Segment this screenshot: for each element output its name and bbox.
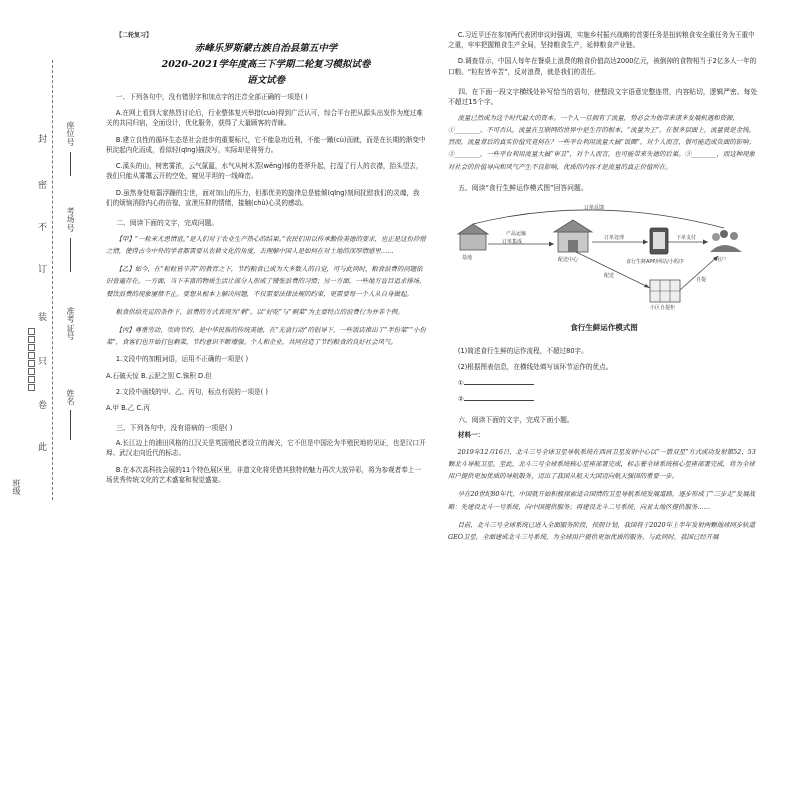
question-3-option-a: A.长江边上的浦田风格的江汉关是英国殖民者设立的海关，它不但是中国沦为半殖民地的见证，也是汉口开埠、武汉走向近代的标志。 (106, 439, 426, 458)
question-2-1: 1.文段中的加粗词语，运用不正确的一项是( ) (115, 355, 249, 364)
flow-arrows (473, 210, 727, 290)
question-2-1-options: A.石破天惊 B.云泥之别 C.铢积 D.但 (106, 371, 212, 380)
school-name: 赤峰乐罗斯蒙古族自治县第五中学 (194, 43, 338, 54)
answer-blank-2[interactable]: ② (448, 394, 760, 404)
seat-number-field[interactable] (70, 152, 71, 176)
review-tag: 【二轮复习】 (116, 32, 153, 39)
seat-number-label: 座位号 (66, 121, 75, 147)
question-3-option-d: D.调查显示，中国人每年在餐桌上浪费的粮食价值高达2000亿元，被倒掉的食物相当于2亿多人一年的口粮。“粒粒皆辛苦”，反对浪费，就是我们的责任。 (448, 57, 757, 76)
passage-paragraph: 【乙】如今，在“粒粒皆辛苦”的教育之下，节约粮食已成为大多数人的自觉，可与此同时，粮食浪费的问题依旧普遍存在。一方面，当下丰富的物质生活让部分人形成了铺张浪费的习惯；另一方面，一些地方盲目追求排场，餐饮浪费的现象屡禁不止。要想从根本上解决问题，不仅需要法律法规的约束，更需要每一个人从自身做起。 (106, 265, 426, 298)
exam-room-field[interactable] (70, 238, 71, 272)
users-icon (710, 230, 742, 252)
material-heading: 材料一： (457, 430, 485, 439)
order-integration-label: 订单集成 (502, 238, 523, 245)
question-1-option-d: D.虽然身处喧嚣浮躁的尘世，面对加山的压力，但那优美的旋律总是能倾(qīng)刻间抚慰我们的灵魂，我们的烦恼消除内心的彷徨，宣泄压抑的情绪，接触(chù)心灵的感动。 (106, 188, 420, 207)
seal-dashed-line (52, 60, 53, 500)
material-paragraph: 目前，北斗三号全球系统已进入全面服务阶段，按照计划，我国将于2020年上半年发射两颗地球同步轨道GEO卫星，全面建成北斗三号系统，为全球用户提供更加优质的服务。与此同时，我国已经开展 (448, 520, 756, 541)
delivery-label: 配送 (604, 272, 615, 279)
exam-room-label: 考场号 (66, 207, 75, 233)
payment-label: 下单支付 (676, 234, 697, 241)
locker-label: 小区自提柜 (650, 304, 676, 311)
question-3-option-b: B.在本次高科技会展的11个特色展区里，非遗文化将凭借其独特的魅力再次大放异彩，将为参观者奉上一场优秀传统文化的艺术盛宴和视觉盛宴。 (106, 465, 422, 484)
seal-char: 封 (38, 135, 48, 145)
pickup-label: 自提 (696, 276, 707, 283)
question-5-1: (1)简述食行生鲜的运作流程，不超过80字。 (457, 346, 588, 355)
seal-char: 只 (38, 357, 48, 367)
operation-model-diagram (454, 200, 754, 340)
passage-paragraph: 【甲】“一粒米尤思情谊。”是人们对于农业生产热心的结果。”农民们用以传承勤俭美德的要求，也正是这份珍惜之情，使得古今中外的学者都需要从农耕文化的角度，去理解中国人是如何在对土地的深厚情感里…… (106, 234, 426, 256)
blank-line[interactable] (464, 379, 534, 385)
question-1-option-c: C.溪头的山，树密雾浓，云气氤氲，水气从树木蒸(wěng)郁的苍莽升起，打湿了行人的衣襟，抬头望去，我们只能从雾霭云开的空处，窥见平坦的一线峰峦。 (106, 162, 423, 181)
seal-char: 卷 (38, 401, 48, 411)
blank-line[interactable] (464, 395, 534, 401)
warehouse-icon (554, 220, 592, 252)
app-label: 食行生鲜APP/网站/小程序 (626, 258, 684, 265)
app-phone-icon (650, 228, 668, 254)
name-label: 姓名 (66, 389, 75, 407)
subject-title: 语文试卷 (246, 75, 285, 86)
question-1-stem: 一、下列各句中，没有错别字和加点字的注音全部正确的一项是( ) (115, 93, 308, 101)
farm-label: 基地 (462, 254, 473, 261)
question-5-2: (2)根据图表信息，在横线处填写该环节运作的优点。 (457, 362, 613, 371)
center-label: 配送中心 (558, 256, 579, 263)
seal-char: 不 (38, 223, 48, 233)
seal-char: 装 (38, 313, 48, 323)
ticket-number-boxes[interactable] (28, 328, 36, 392)
passage-paragraph: 粮食供给充足的条件下，浪费的方式表现为“剩”。以“好吃”与“剩菜”为主要特点的浪费行为并非个例。 (115, 307, 404, 316)
users-label: 用户 (716, 256, 727, 263)
order-processing-label: 订单处理 (604, 234, 625, 241)
seal-char: 订 (38, 265, 48, 275)
name-field[interactable] (70, 410, 71, 440)
right-column (448, 30, 760, 790)
question-1-option-a: A.在网上看到大家热烈讨论后，行业整体复兴举措(cuò)得到广泛认可，综合平台把从源头出发作为度过难关的共同归宿，全面设计，优化服务，获得了大量顾客的青睐。 (106, 109, 423, 128)
material-paragraph: 2019年12月16日，北斗三号全球卫星导航系统在西昌卫星发射中心以“一箭双星”方式成功发射第52、53颗北斗导航卫星。至此，北斗三号全球系统核心星座部署完成，标志着全球系统核心星座部署完成，将为全球用户提供更加优质的导航服务，迈出了我国从航天大国迈向航天强国的重要一步。 (448, 447, 756, 481)
diagram-graphic (454, 200, 754, 320)
passage-paragraph: 【丙】尊重劳动，崇尚节约，是中华民族的传统美德，在“光盘行动”的倡导下，一些饭店推出了“半份菜”“小份菜”，食客们也开始打包剩菜，节约意识不断增强。个人和企业，共同营造了节约粮食的良好社会风气。 (106, 326, 426, 347)
answer-blank-1[interactable]: ① (448, 378, 760, 388)
question-2-2: 2.文段中画线的甲、乙、丙句，标点有误的一项是( ) (115, 387, 268, 396)
section-2-heading: 二、阅读下面的文字，完成问题。 (116, 218, 219, 227)
question-3-option-c: C.习近平还在参加两代表团审议时强调，实施乡村振兴战略的首要任务是扭转粮食安全重任务为王重中之重，牢牢把握粮食生产全局，坚持粮食生产，延伸粮食产业链。 (448, 31, 755, 50)
section-3-heading: 三、下列各句中，没有语病的一项是( ) (116, 424, 233, 433)
diagram-title: 食行生鲜运作模式图 (570, 322, 638, 332)
left-column (106, 30, 426, 790)
locker-icon (650, 280, 680, 302)
binding-margin (0, 60, 100, 500)
seal-char: 此 (38, 443, 48, 453)
material-paragraph: 早在20世纪80年代，中国就开始积极探索适合国情的卫星导航系统发展道路，逐步形成了“三步走”发展战略：先建设北斗一号系统，向中国提供服务；再建设北斗二号系统，向亚太地区提供服务…… (448, 490, 756, 511)
section-6-heading: 六、阅读下面的文字，完成下面小题。 (458, 415, 574, 424)
order-feedback-label: 订单反馈 (584, 204, 605, 211)
question-2-2-options: A.甲 B.乙 C.丙 (106, 404, 150, 412)
ticket-number-label: 准考证号 (66, 307, 75, 342)
farm-icon (458, 224, 488, 250)
section-4-passage: 流量已然成为这个时代最大的资本。一个人一旦拥有了流量，势必会为他带来诸多发展机遇和资源，①________。不可否认，流量在互联网的世界中是生存的根本，“流量为王”，在很多层面上，流量就是金钱。然而，流量背后的真实价值究竟何在？一些平台利用流量大搞“饭圈”，对个人而言，很可能造成负面的影响；②________，一些平台利用流量大搞“审丑”，对个人而言，也可能带来失德的后果。③________，而这种现象对社会的价值导向和风气产生不良影响，优质的内容才是流量的真正价值所在。 (448, 113, 755, 171)
section-4-heading: 四、在下面一段文字横线处补写恰当的语句，使整段文字语意完整连贯，内容贴切，逻辑严密。每处不超过15个字。 (448, 87, 758, 106)
seal-char: 密 (38, 181, 48, 191)
exam-title: 2020-2021学年度高三下学期二轮复习模拟试卷 (161, 59, 371, 70)
class-label: 班级 (12, 479, 21, 497)
question-1-option-b: B.建立良性的循环生态是社会进步的重要标尺，它不能急功近利，不能一蹴(cù)而就，而是在长期的渐变中积淀起内化而成，看似轻(qīng)描淡写，实际却是将努力。 (106, 135, 426, 154)
section-5-heading: 五、阅读“食行生鲜运作模式图”回答问题。 (458, 183, 588, 192)
produce-label: 产品运输 (506, 230, 527, 237)
